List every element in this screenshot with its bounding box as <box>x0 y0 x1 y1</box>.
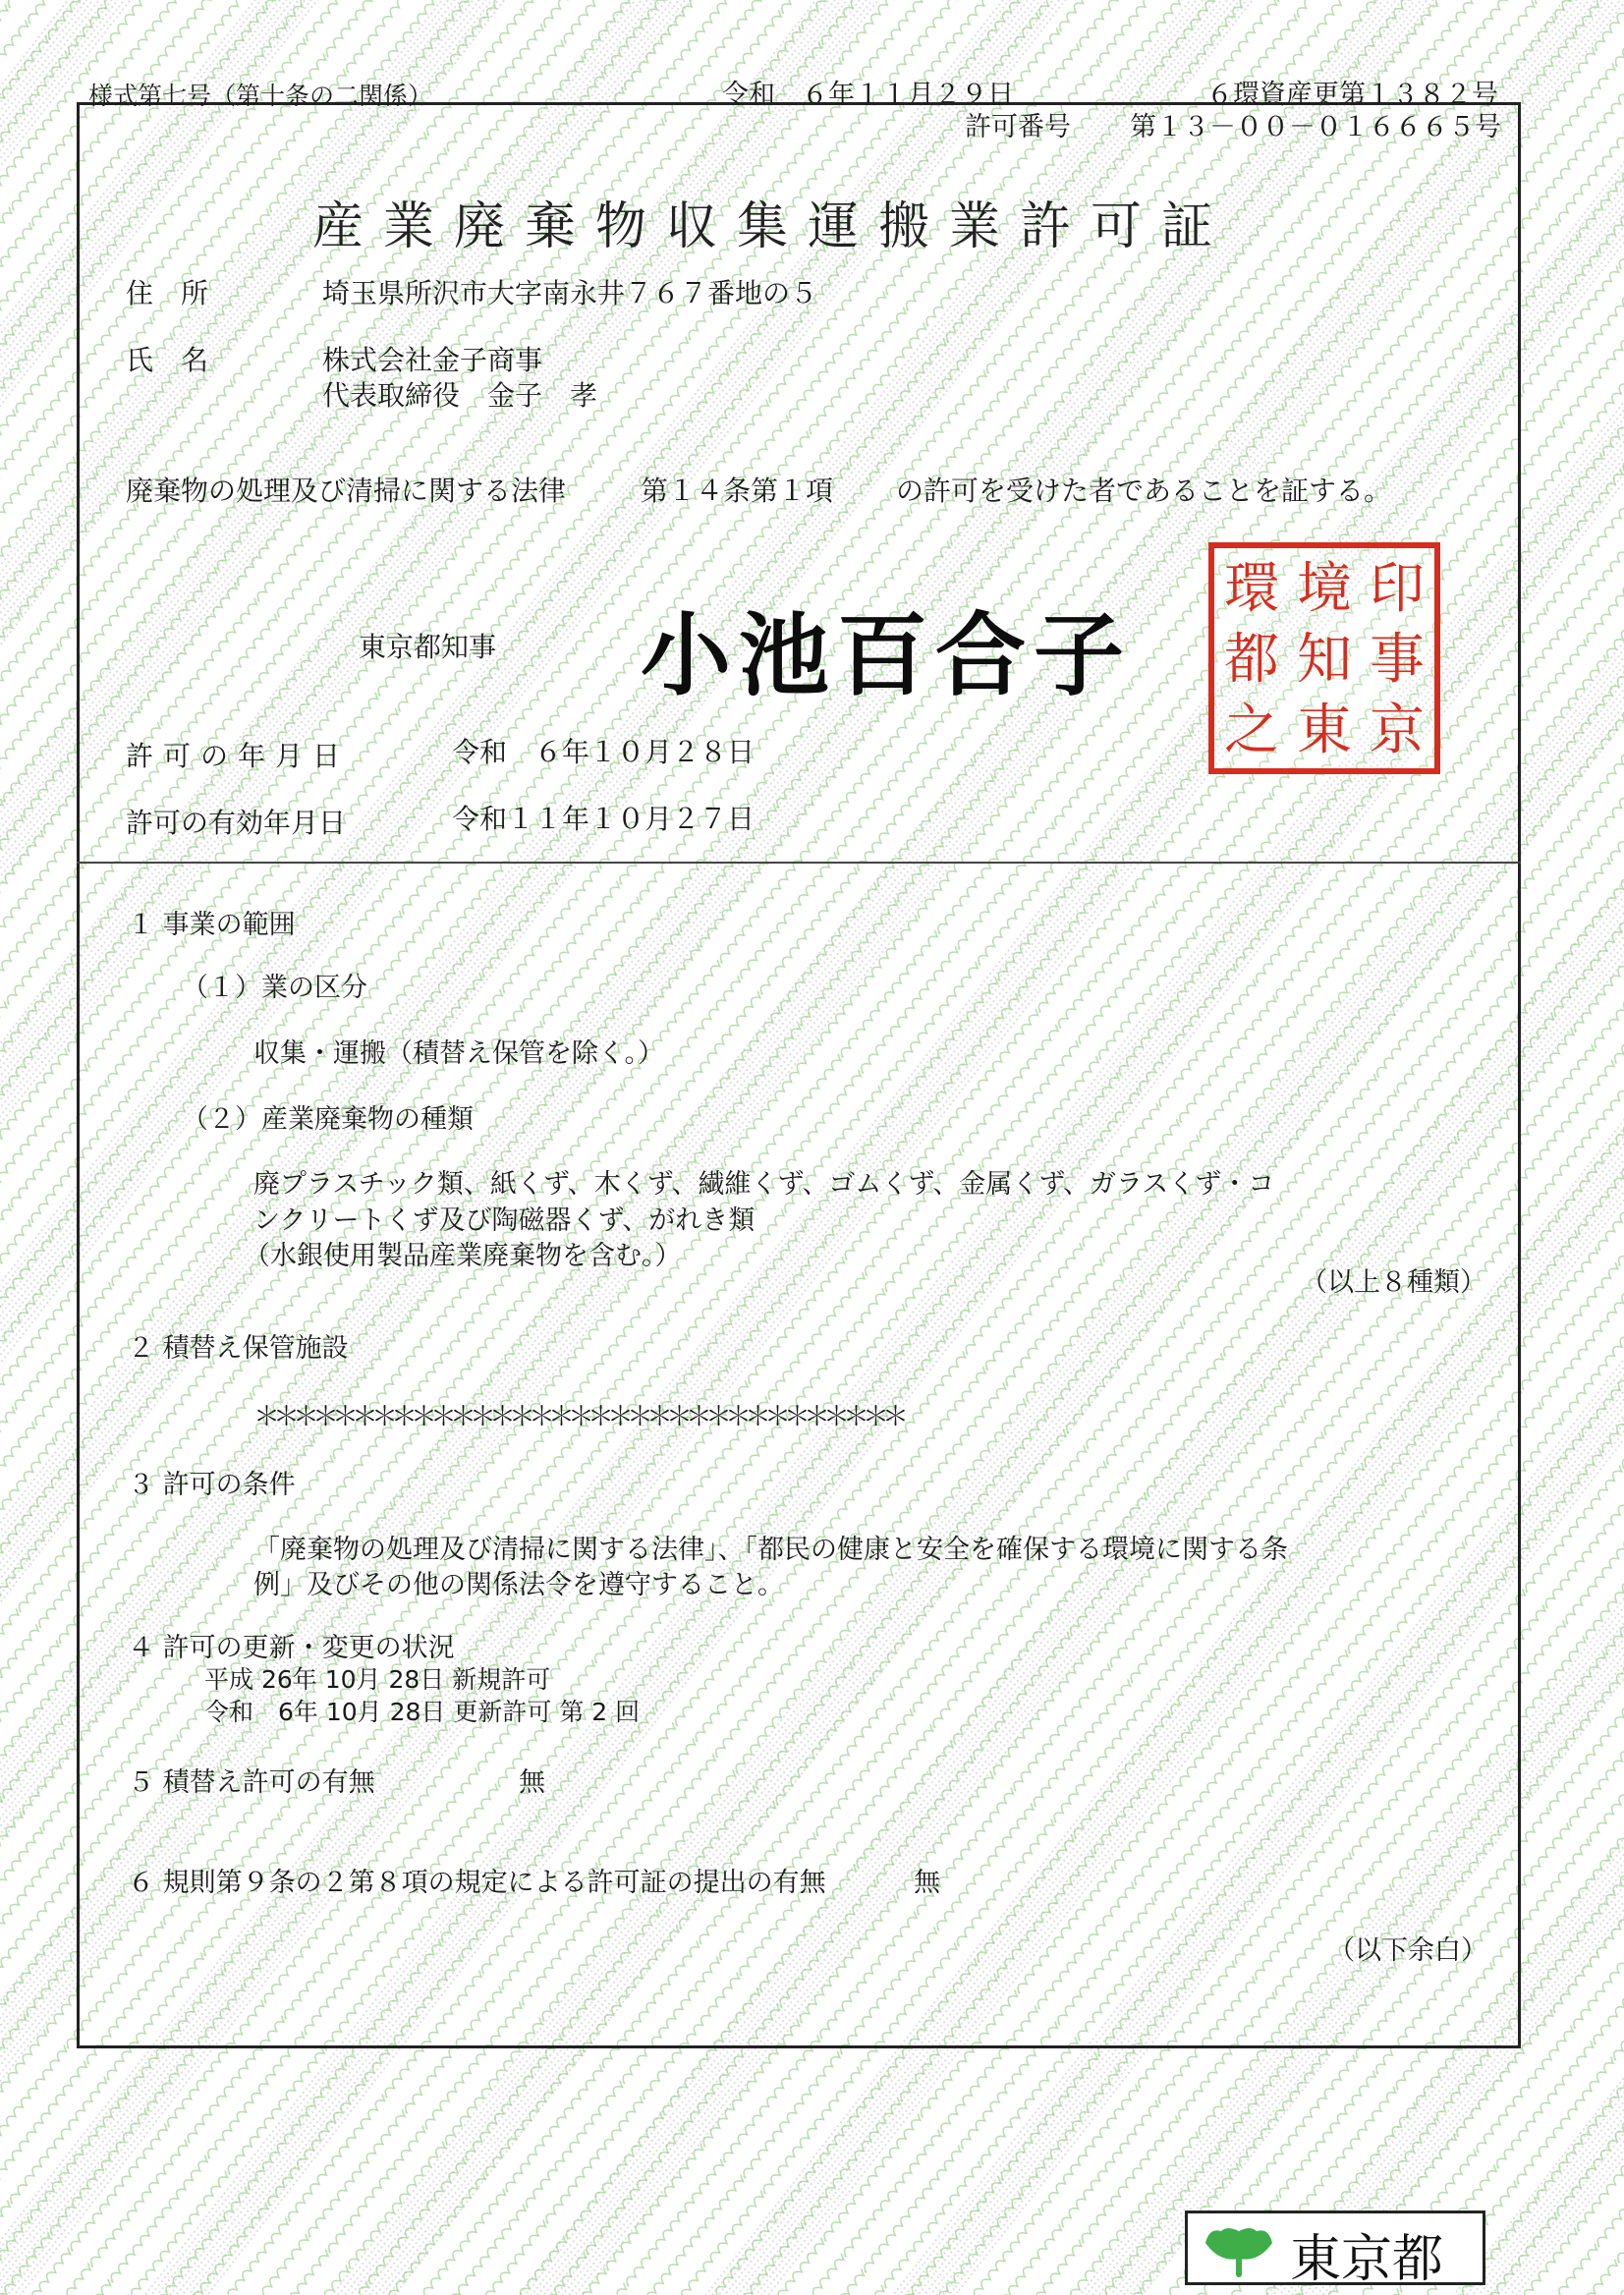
seal-char: 京 <box>1370 699 1425 762</box>
company-name: 株式会社金子商事 <box>322 344 543 376</box>
document-frame <box>77 102 1521 2048</box>
tokyo-logo <box>1185 2211 1485 2289</box>
waste-types-heading: （２）産業廃棄物の種類 <box>182 1104 474 1135</box>
address-value: 埼玉県所沢市大字南永井７６７番地の５ <box>322 277 818 309</box>
section4-heading: ４ 許可の更新・変更の状況 <box>128 1633 455 1663</box>
valid-until-label: 許可の有効年月日 <box>126 807 347 839</box>
seal-char: 環 <box>1224 557 1279 621</box>
seal-char: 都 <box>1224 628 1279 692</box>
section1-heading: １ 事業の範囲 <box>128 910 296 940</box>
form-number: 様式第七号（第十条の二関係） <box>88 82 433 110</box>
representative-name: 代表取締役 金子 孝 <box>322 379 598 412</box>
seal-char: 知 <box>1297 628 1352 692</box>
name-label: 氏 名 <box>126 344 209 376</box>
permit-date-value: 令和 ６年１０月２８日 <box>452 736 756 768</box>
permit-submission-value: 無 <box>914 1868 940 1898</box>
renewal-history-line1: 平成 26年 10月 28日 新規許可 <box>204 1665 551 1694</box>
governor-signature: 小池百合子 <box>641 602 1133 708</box>
address-label: 住 所 <box>126 277 209 309</box>
waste-types-line2: ンクリートくず及び陶磁器くず、がれき類 <box>253 1205 756 1236</box>
ginkgo-icon <box>1200 2223 1278 2278</box>
official-seal <box>1208 542 1440 774</box>
permit-date-label: 許可の年月日 <box>126 740 351 772</box>
closing-remark: （以下余白） <box>1328 1935 1487 1966</box>
section3-heading: ３ 許可の条件 <box>128 1470 296 1500</box>
logo-text: 東京都 <box>1290 2230 1444 2289</box>
conditions-line2: 例」及びその他の関係法令を遵守すること。 <box>253 1570 784 1600</box>
section-divider <box>77 862 1521 864</box>
seal-char: 事 <box>1370 628 1425 692</box>
certification-article: 第１４条第１項 <box>641 475 834 507</box>
seal-char: 印 <box>1370 557 1425 621</box>
certification-law: 廃棄物の処理及び清掃に関する法律 <box>126 475 567 507</box>
waste-types-line1: 廃プラスチック類、紙くず、木くず、繊維くず、ゴムくず、金属くず、ガラスくず・コ <box>253 1169 1275 1200</box>
permit-number: 第１３－００－０１６６６５号 <box>1130 112 1501 142</box>
document-number: ６環資産更第１３８２号 <box>1206 80 1498 110</box>
transfer-facility-value: ＊＊＊＊＊＊＊＊＊＊＊＊＊＊＊＊＊＊＊＊＊＊＊＊＊＊＊＊＊＊＊＊＊ <box>253 1402 902 1432</box>
conditions-line1: 「廃棄物の処理及び清掃に関する法律」、「都民の健康と安全を確保する環境に関する条 <box>253 1535 1288 1565</box>
seal-char: 東 <box>1297 699 1352 762</box>
permit-number-label: 許可番号 <box>965 112 1071 142</box>
section2-heading: ２ 積替え保管施設 <box>128 1333 349 1364</box>
certification-statement: の許可を受けた者であることを証する。 <box>896 475 1392 507</box>
section6-heading: ６ 規則第９条の２第８項の規定による許可証の提出の有無 <box>128 1868 826 1898</box>
seal-char: 境 <box>1297 557 1352 621</box>
renewal-history-line2: 令和 6年 10月 28日 更新許可 第 2 回 <box>204 1698 641 1726</box>
transfer-permit-value: 無 <box>519 1767 545 1798</box>
seal-char: 之 <box>1224 699 1279 762</box>
document-title: 産業廃棄物収集運搬業許可証 <box>312 197 1233 256</box>
section5-heading: ５ 積替え許可の有無 <box>128 1767 375 1798</box>
issue-date: 令和 ６年１１月２９日 <box>722 80 1014 110</box>
waste-types-line3: （水銀使用製品産業廃棄物を含む。） <box>244 1241 682 1271</box>
valid-until-value: 令和１１年１０月２７日 <box>452 803 756 835</box>
business-category-value: 収集・運搬（積替え保管を除く。） <box>253 1038 664 1069</box>
waste-types-total: （以上８種類） <box>1301 1267 1486 1298</box>
issuer-title: 東京都知事 <box>359 631 497 663</box>
business-category-heading: （１）業の区分 <box>182 973 367 1003</box>
